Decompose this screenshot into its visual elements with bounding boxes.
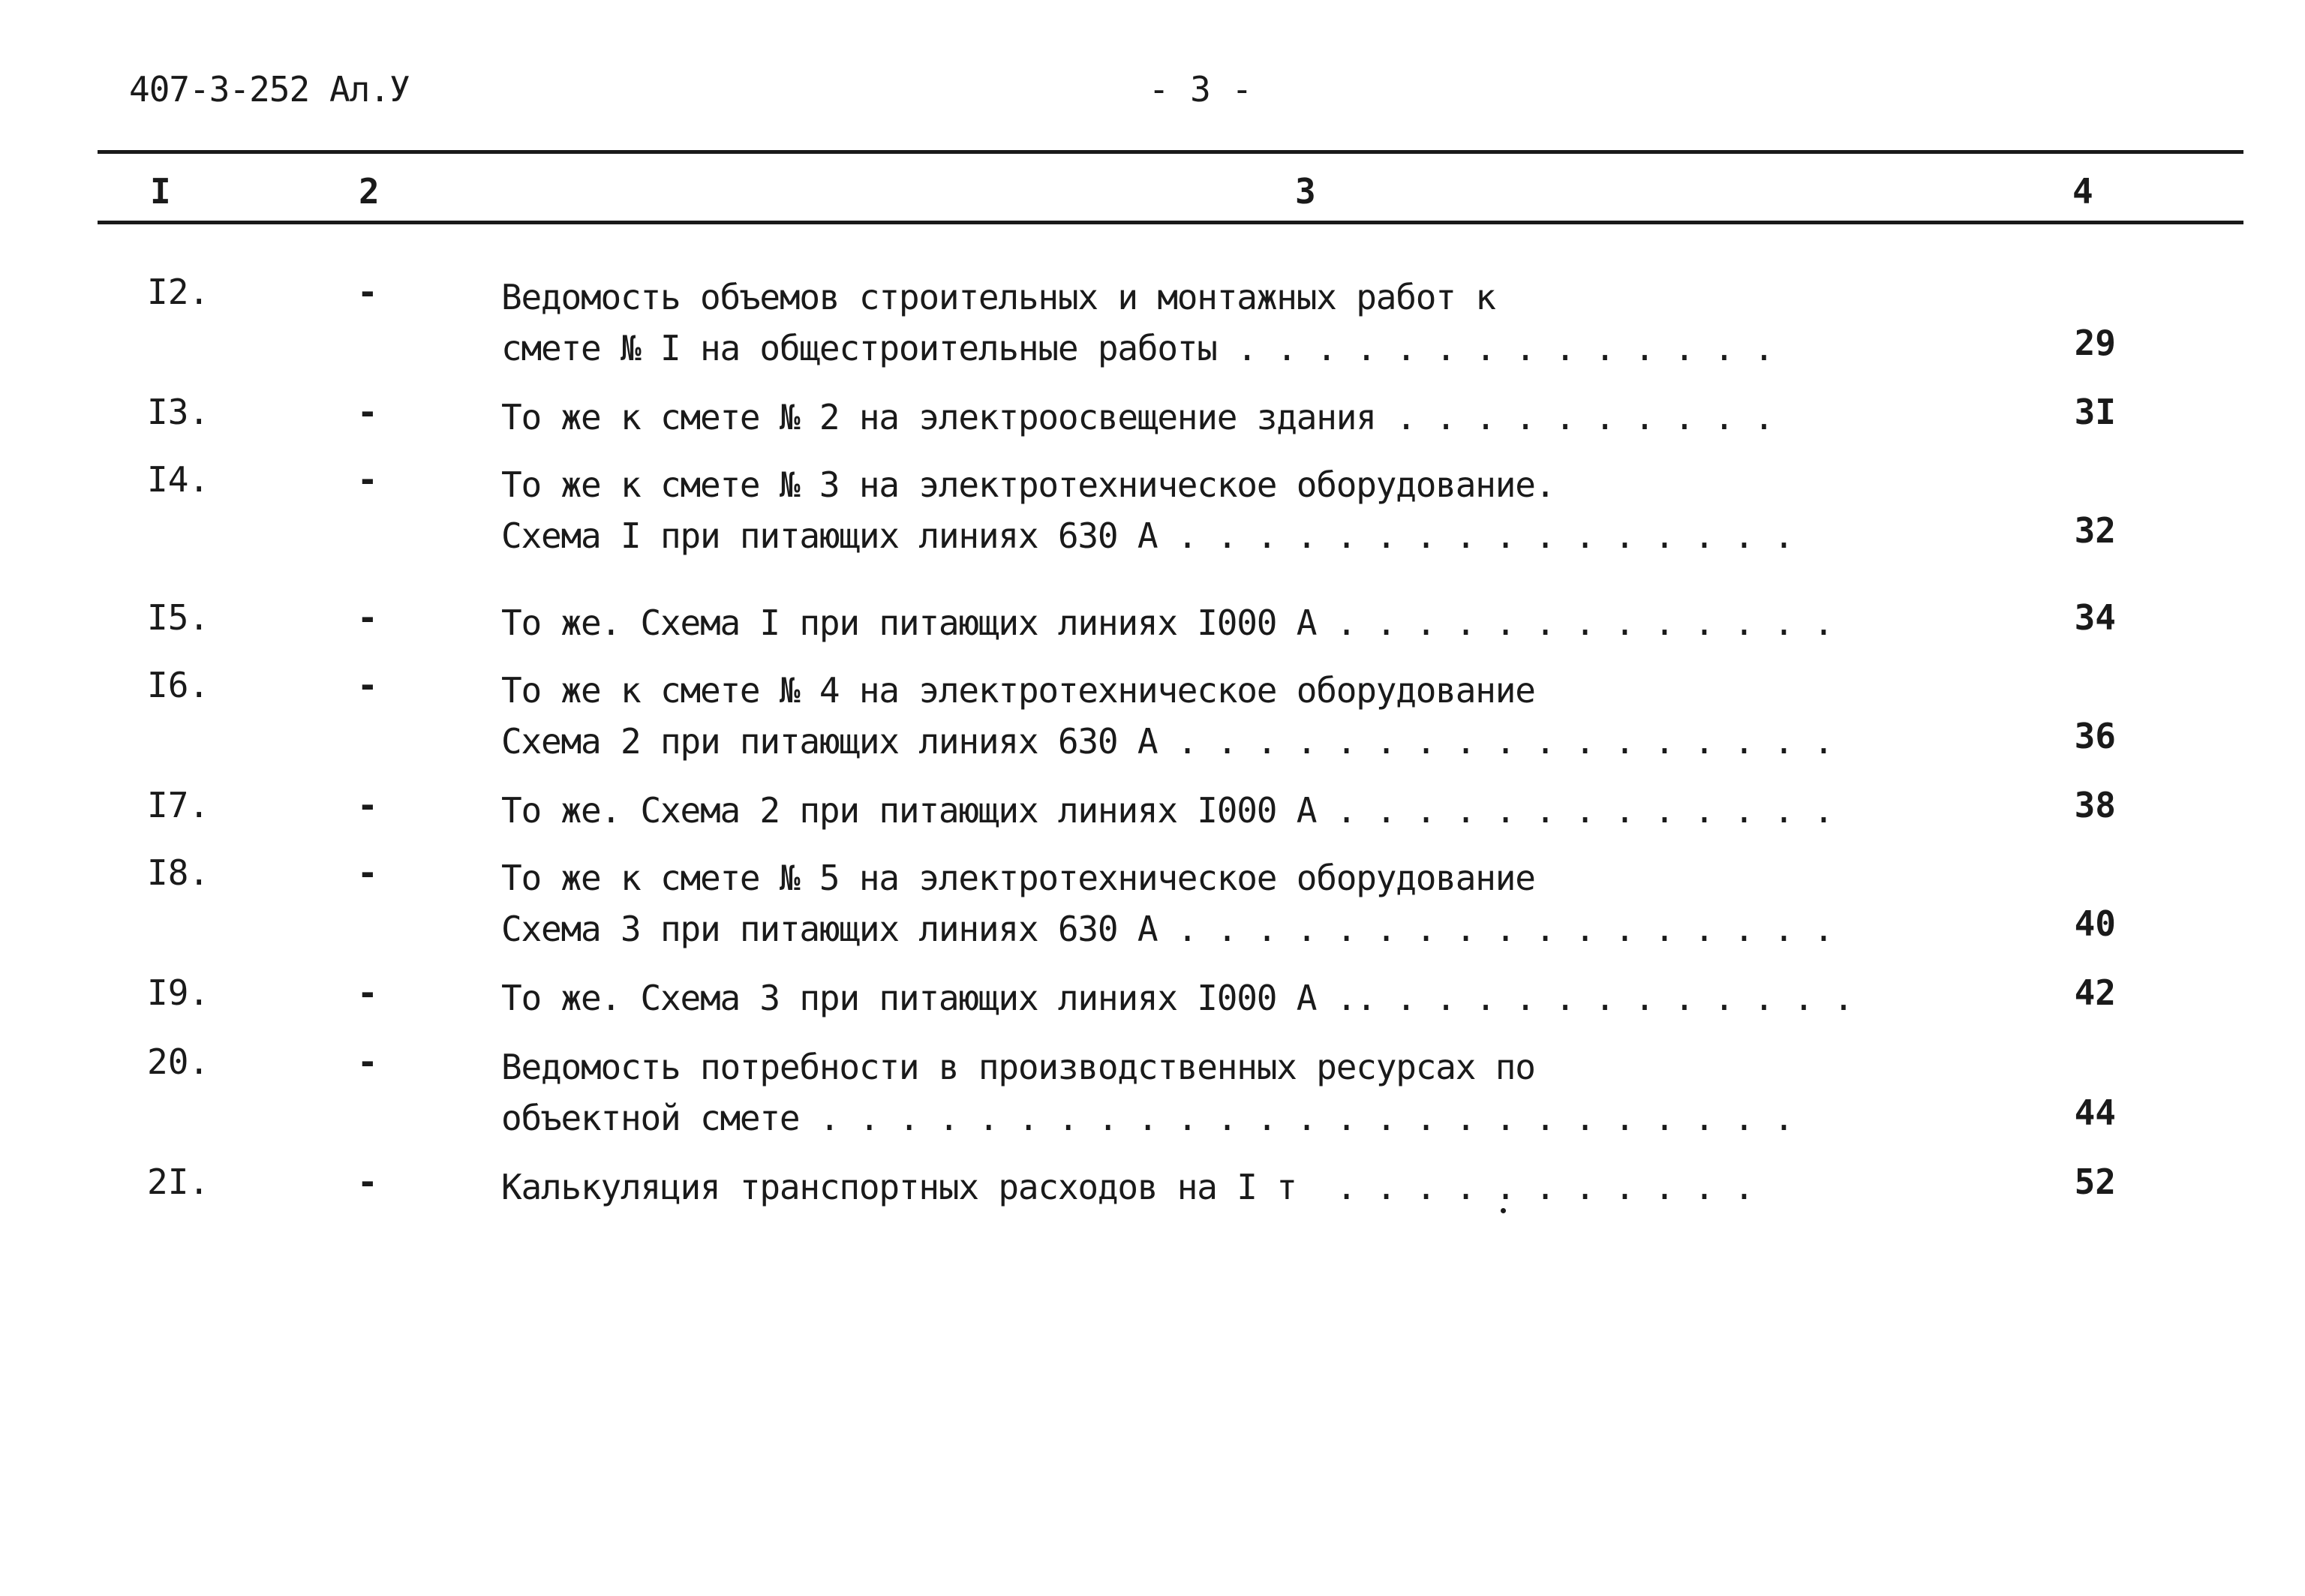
- row-page: 3I: [2074, 392, 2116, 432]
- row-number: I8.: [147, 852, 210, 893]
- row-dash: -: [357, 972, 378, 1013]
- row-number: I2.: [147, 272, 210, 312]
- row-page: 52: [2074, 1162, 2116, 1202]
- row-page: 42: [2074, 972, 2116, 1013]
- row-page: 40: [2074, 903, 2116, 944]
- row-page: 44: [2074, 1093, 2116, 1133]
- row-dash: -: [357, 785, 378, 825]
- header-code: 407-3-252 Ал.У: [129, 69, 410, 110]
- stray-dot: [1501, 1208, 1506, 1213]
- column-header-4: 4: [2072, 171, 2093, 212]
- row-description: То же. Схема I при питающих линиях I000 А . . . . . . . . . . . . .: [501, 603, 1834, 643]
- row-description: Ведомость объемов строительных и монтажных работ к смете № I на общестроительные работы . . . . . . . . . . . . . .: [501, 277, 1774, 368]
- row-description: То же к смете № 2 на электроосвещение здания . . . . . . . . . .: [501, 397, 1774, 437]
- row-page: 32: [2074, 510, 2116, 551]
- row-dash: -: [357, 272, 378, 312]
- row-number: 2I.: [147, 1162, 210, 1202]
- row-number: I7.: [147, 785, 210, 825]
- row-dash: -: [357, 665, 378, 705]
- row-page: 29: [2074, 323, 2116, 363]
- row-description: То же к смете № 3 на электротехническое оборудование. Схема I при питающих линиях 630 А . . . . . . . . . . . . . . . .: [501, 464, 1794, 556]
- row-dash: -: [357, 459, 378, 500]
- row-number: I3.: [147, 392, 210, 432]
- page-number: - 3 -: [1148, 69, 1253, 110]
- row-description: Калькуляция транспортных расходов на I т . . . . . . . . . . .: [501, 1167, 1754, 1207]
- row-number: 20.: [147, 1041, 210, 1082]
- row-dash: -: [357, 852, 378, 893]
- row-dash: -: [357, 392, 378, 432]
- column-header-1: I: [150, 171, 171, 212]
- row-page: 38: [2074, 785, 2116, 825]
- row-description: То же. Схема 3 при питающих линиях I000 А .. . . . . . . . . . . . .: [501, 978, 1853, 1018]
- row-page: 36: [2074, 716, 2116, 756]
- row-number: I6.: [147, 665, 210, 705]
- row-description: То же к смете № 4 на электротехническое оборудование Схема 2 при питающих линиях 630 А . . . . . . . . . . . . . . . . .: [501, 670, 1834, 762]
- row-page: 34: [2074, 597, 2116, 638]
- row-dash: -: [357, 1162, 378, 1202]
- row-description: То же. Схема 2 при питающих линиях I000 А . . . . . . . . . . . . .: [501, 790, 1834, 831]
- row-number: I4.: [147, 459, 210, 500]
- row-dash: -: [357, 597, 378, 638]
- column-header-2: 2: [359, 171, 380, 212]
- row-description: То же к смете № 5 на электротехническое оборудование Схема 3 при питающих линиях 630 А . . . . . . . . . . . . . . . . .: [501, 858, 1834, 949]
- row-dash: -: [357, 1041, 378, 1082]
- row-number: I9.: [147, 972, 210, 1013]
- row-description: Ведомость потребности в производственных ресурсах по объектной смете . . . . . . . . . . . . . . . . . . . . . . . . .: [501, 1047, 1794, 1138]
- column-header-3: 3: [1295, 171, 1316, 212]
- row-number: I5.: [147, 597, 210, 638]
